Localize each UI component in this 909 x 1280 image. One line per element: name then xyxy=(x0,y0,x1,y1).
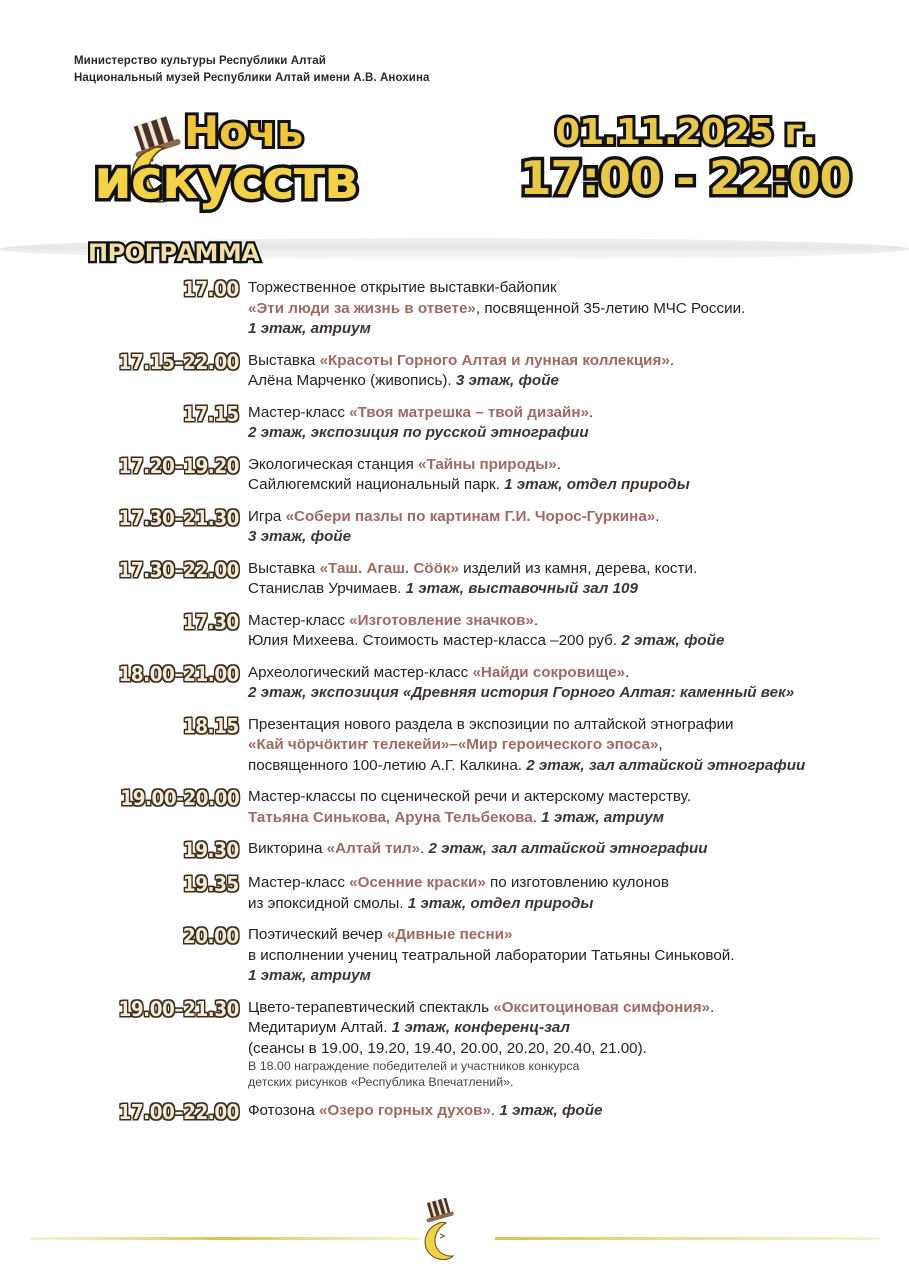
programme-location: 1 этаж, атриум xyxy=(248,967,371,984)
programme-text: по изготовлению кулонов xyxy=(485,874,669,891)
programme-text: посвященного 100-летию А.Г. Калкина. xyxy=(248,756,527,774)
programme-row xyxy=(0,403,909,444)
programme-line xyxy=(248,611,883,632)
programme-time-label: 17.30–21.30 xyxy=(118,505,239,530)
programme-text: Алёна Марченко (живопись). xyxy=(248,372,456,389)
programme-row xyxy=(0,998,909,1091)
programme-line xyxy=(248,998,883,1019)
footer-rule-right xyxy=(495,1237,880,1240)
programme-heading xyxy=(88,236,318,266)
programme-line xyxy=(248,559,883,580)
programme-text: . xyxy=(710,998,715,1016)
programme-line xyxy=(248,663,883,684)
programme-description-cell xyxy=(248,351,909,392)
programme-text: . xyxy=(533,611,539,629)
programme-line xyxy=(248,946,883,967)
footer-decoration xyxy=(0,1196,909,1266)
programme-description-cell xyxy=(248,559,909,600)
programme-time-cell xyxy=(0,663,248,686)
programme-time-label: 18.00–21.00 xyxy=(118,661,239,686)
logo-word-main: искусств xyxy=(94,148,358,211)
programme-line xyxy=(248,1101,883,1122)
programme-line xyxy=(248,579,883,600)
programme-title-highlight: «Эти люди за жизнь в ответе» xyxy=(248,299,476,317)
programme-description-cell xyxy=(248,455,909,496)
programme-text: из эпоксидной смолы. xyxy=(248,894,408,912)
programme-text: Викторина xyxy=(248,840,327,857)
programme-text: . xyxy=(588,403,594,421)
programme-description-cell xyxy=(248,403,909,444)
programme-time-cell xyxy=(0,715,248,738)
programme-title-highlight: «Изготовление значков» xyxy=(349,611,534,629)
programme-text: Медитариум Алтай. xyxy=(248,1019,392,1036)
programme-text: , xyxy=(658,736,663,753)
programme-text: Мастер-класс xyxy=(248,611,350,629)
programme-text: Выставка xyxy=(248,559,320,577)
programme-time-cell xyxy=(0,873,248,896)
programme-text: Сайлюгемский национальный парк. xyxy=(248,476,505,493)
programme-row xyxy=(0,663,909,704)
programme-line xyxy=(248,756,883,777)
programme-title-highlight: «Твоя матрешка – твой дизайн» xyxy=(349,403,589,421)
programme-row xyxy=(0,507,909,548)
programme-note: В 18.00 награждение победителей и участников конкурса xyxy=(248,1059,580,1073)
logo-word-top: Ночь xyxy=(184,107,304,156)
programme-line xyxy=(248,371,883,392)
programme-line xyxy=(248,894,883,915)
programme-title-highlight: «Окситоциновая симфония» xyxy=(493,998,710,1016)
programme-line xyxy=(248,299,883,320)
programme-line xyxy=(248,1059,883,1075)
programme-text: , посвященной 35-летию МЧС России. xyxy=(475,299,746,317)
programme-time-cell xyxy=(0,351,248,374)
programme-text: Торжественное открытие выставки-байопик xyxy=(248,279,557,296)
programme-line xyxy=(248,278,883,299)
event-datetime xyxy=(505,102,865,207)
programme-location: 1 этаж, выставочный зал 109 xyxy=(405,580,638,597)
programme-text: Презентация нового раздела в экспозиции по алтайской этнографии xyxy=(248,715,734,733)
programme-text: Мастер-классы по сценической речи и актерскому мастерству. xyxy=(248,788,691,805)
programme-line xyxy=(248,925,883,946)
programme-time-cell xyxy=(0,403,248,426)
programme-row xyxy=(0,611,909,652)
programme-row xyxy=(0,715,909,777)
programme-line xyxy=(248,351,883,372)
programme-text: . xyxy=(532,808,542,826)
programme-line xyxy=(248,873,883,894)
programme-location: 1 этаж, отдел природы xyxy=(407,894,594,912)
programme-text: Станислав Урчимаев. xyxy=(248,580,406,597)
programme-location: 2 этаж, зал алтайской этнографии xyxy=(428,840,708,857)
programme-time-label: 19.00–21.30 xyxy=(118,996,239,1021)
programme-description-cell xyxy=(248,715,909,777)
programme-time-cell xyxy=(0,559,248,582)
programme-time-label: 17.20–19.20 xyxy=(118,453,239,478)
programme-title-highlight: «Алтай тил» xyxy=(326,840,421,857)
programme-line xyxy=(248,475,883,496)
programme-title-highlight: «Собери пазлы по картинам Г.И. Чорос-Гуркина» xyxy=(285,507,656,525)
programme-location: 2 этаж, фойе xyxy=(621,632,725,649)
programme-time-label: 17.00–22.00 xyxy=(118,1100,239,1124)
programme-time-cell xyxy=(0,455,248,478)
programme-title-highlight: «Дивные песни» xyxy=(386,926,513,943)
programme-title-highlight: «Озеро горных духов» xyxy=(319,1102,491,1119)
programme-time-label: 17.15 xyxy=(183,401,239,426)
programme-time-label: 20.00 xyxy=(183,924,239,948)
programme-text: Мастер-класс xyxy=(248,874,350,891)
programme-row xyxy=(0,455,909,496)
programme-line xyxy=(248,1075,883,1091)
datetime-artwork xyxy=(505,102,865,207)
programme-time-cell xyxy=(0,1101,248,1124)
programme-row xyxy=(0,873,909,914)
programme-line xyxy=(248,631,883,652)
programme-location: 1 этаж, отдел природы xyxy=(504,476,690,493)
museum-line: Национальный музей Республики Алтай имени А.В. Анохина xyxy=(74,72,430,84)
programme-time-cell xyxy=(0,278,248,301)
programme-text: изделий из камня, дерева, кости. xyxy=(458,559,698,577)
programme-line xyxy=(248,683,883,704)
programme-text: . xyxy=(556,455,561,473)
programme-line xyxy=(248,403,883,424)
programme-line xyxy=(248,1018,883,1039)
programme-location: 2 этаж, экспозиция «Древняя история Горного Алтая: каменный век» xyxy=(248,684,795,701)
programme-location: 1 этаж, конференц-зал xyxy=(391,1019,570,1036)
programme-title-highlight: «Таш. Агаш. Сööк» xyxy=(319,559,459,577)
programme-text: Поэтический вечер xyxy=(248,926,387,943)
programme-heading-artwork xyxy=(88,236,318,268)
programme-time-label: 19.35 xyxy=(183,872,239,896)
programme-time-label: 17.15–22.00 xyxy=(118,349,239,374)
programme-description-cell xyxy=(248,507,909,548)
programme-description-cell xyxy=(248,873,909,914)
programme-row xyxy=(0,278,909,340)
programme-description-cell xyxy=(248,1101,909,1122)
programme-text: (сеансы в 19.00, 19.20, 19.40, 20.00, 20.20, 20.40, 21.00). xyxy=(248,1039,647,1057)
ministry-line: Министерство культуры Республики Алтай xyxy=(74,55,326,67)
programme-text: Выставка xyxy=(248,351,320,369)
programme-time-cell xyxy=(0,839,248,862)
programme-title-highlight: «Тайны природы» xyxy=(418,455,557,473)
programme-note: детских рисунков «Республика Впечатлений». xyxy=(248,1074,514,1089)
programme-time-label: 19.00-20.00 xyxy=(120,786,239,810)
programme-text: . xyxy=(625,663,630,681)
programme-row xyxy=(0,351,909,392)
programme-description-cell xyxy=(248,998,909,1091)
programme-title-highlight: «Найди сокровище» xyxy=(472,663,626,681)
programme-location: 3 этаж, фойе xyxy=(248,528,352,545)
programme-location: 2 этаж, зал алтайской этнографии xyxy=(526,756,806,774)
programme-line xyxy=(248,507,883,528)
footer-rule-artwork xyxy=(0,1196,909,1266)
programme-title-highlight: Татьяна Синькова, Аруна Тельбекова xyxy=(248,808,533,826)
programme-time-label: 18.15 xyxy=(183,713,239,738)
programme-location: 2 этаж, экспозиция по русской этнографии xyxy=(248,424,589,441)
programme-time-cell xyxy=(0,925,248,948)
programme-line xyxy=(248,839,883,860)
programme-text: . xyxy=(490,1102,500,1119)
programme-row xyxy=(0,787,909,828)
programme-time-label: 19.30 xyxy=(183,838,239,862)
programme-location: 1 этаж, атриум xyxy=(541,808,664,826)
programme-text: Археологический мастер-класс xyxy=(248,663,473,681)
programme-location: 1 этаж, атриум xyxy=(248,320,371,337)
programme-line xyxy=(248,1039,883,1060)
event-logo xyxy=(92,98,422,213)
programme-line xyxy=(248,808,883,829)
organisation-header xyxy=(74,53,430,87)
programme-description-cell xyxy=(248,611,909,652)
crescent-moon-with-top-hat-icon xyxy=(422,1197,454,1260)
programme-heading-label: ПРОГРАММА xyxy=(88,239,260,267)
programme-line xyxy=(248,715,883,736)
programme-description-cell xyxy=(248,663,909,704)
programme-text: Мастер-класс xyxy=(248,403,350,421)
programme-line xyxy=(248,787,883,808)
programme-title-highlight: «Кай чӧрчӧктиҥ телекейи»–«Мир героического эпоса» xyxy=(248,736,659,753)
programme-location: 3 этаж, фойе xyxy=(455,372,559,389)
programme-line xyxy=(248,966,883,987)
programme-text: . xyxy=(655,507,660,525)
programme-list xyxy=(0,278,909,1135)
programme-time-cell xyxy=(0,787,248,810)
programme-time-cell xyxy=(0,998,248,1021)
programme-description-cell xyxy=(248,839,909,860)
programme-text: Экологическая станция xyxy=(248,455,419,473)
programme-time-cell xyxy=(0,611,248,634)
programme-text: в исполнении учениц театральной лаборатории Татьяны Синьковой. xyxy=(248,946,735,964)
programme-location: 1 этаж, фойе xyxy=(499,1102,603,1119)
programme-text: . xyxy=(669,351,675,369)
programme-time-label: 17.30–22.00 xyxy=(118,557,239,582)
programme-row xyxy=(0,1101,909,1124)
logo-artwork xyxy=(92,98,422,213)
programme-description-cell xyxy=(248,787,909,828)
programme-text: . xyxy=(420,840,429,857)
programme-line xyxy=(248,527,883,548)
programme-time-cell xyxy=(0,507,248,530)
programme-description-cell xyxy=(248,278,909,340)
programme-line xyxy=(248,455,883,476)
programme-line xyxy=(248,319,883,340)
programme-line xyxy=(248,735,883,756)
footer-rule-left xyxy=(30,1237,420,1240)
programme-title-highlight: «Осенние краски» xyxy=(349,874,486,891)
event-time-range: 17:00 - 22:00 xyxy=(519,151,851,205)
programme-row xyxy=(0,839,909,862)
event-date: 01.11.2025 г. xyxy=(555,112,815,153)
programme-description-cell xyxy=(248,925,909,987)
programme-time-label: 17.30 xyxy=(183,609,239,634)
programme-line xyxy=(248,423,883,444)
programme-row xyxy=(0,925,909,987)
programme-row xyxy=(0,559,909,600)
programme-text: Игра xyxy=(248,507,286,525)
programme-text: Фотозона xyxy=(248,1102,320,1119)
programme-text: Цвето-терапевтический спектакль xyxy=(248,998,494,1016)
programme-text: Юлия Михеева. Стоимость мастер-класса –200 руб. xyxy=(248,632,622,649)
programme-title-highlight: «Красоты Горного Алтая и лунная коллекция» xyxy=(319,351,670,369)
programme-time-label: 17.00 xyxy=(183,277,239,301)
